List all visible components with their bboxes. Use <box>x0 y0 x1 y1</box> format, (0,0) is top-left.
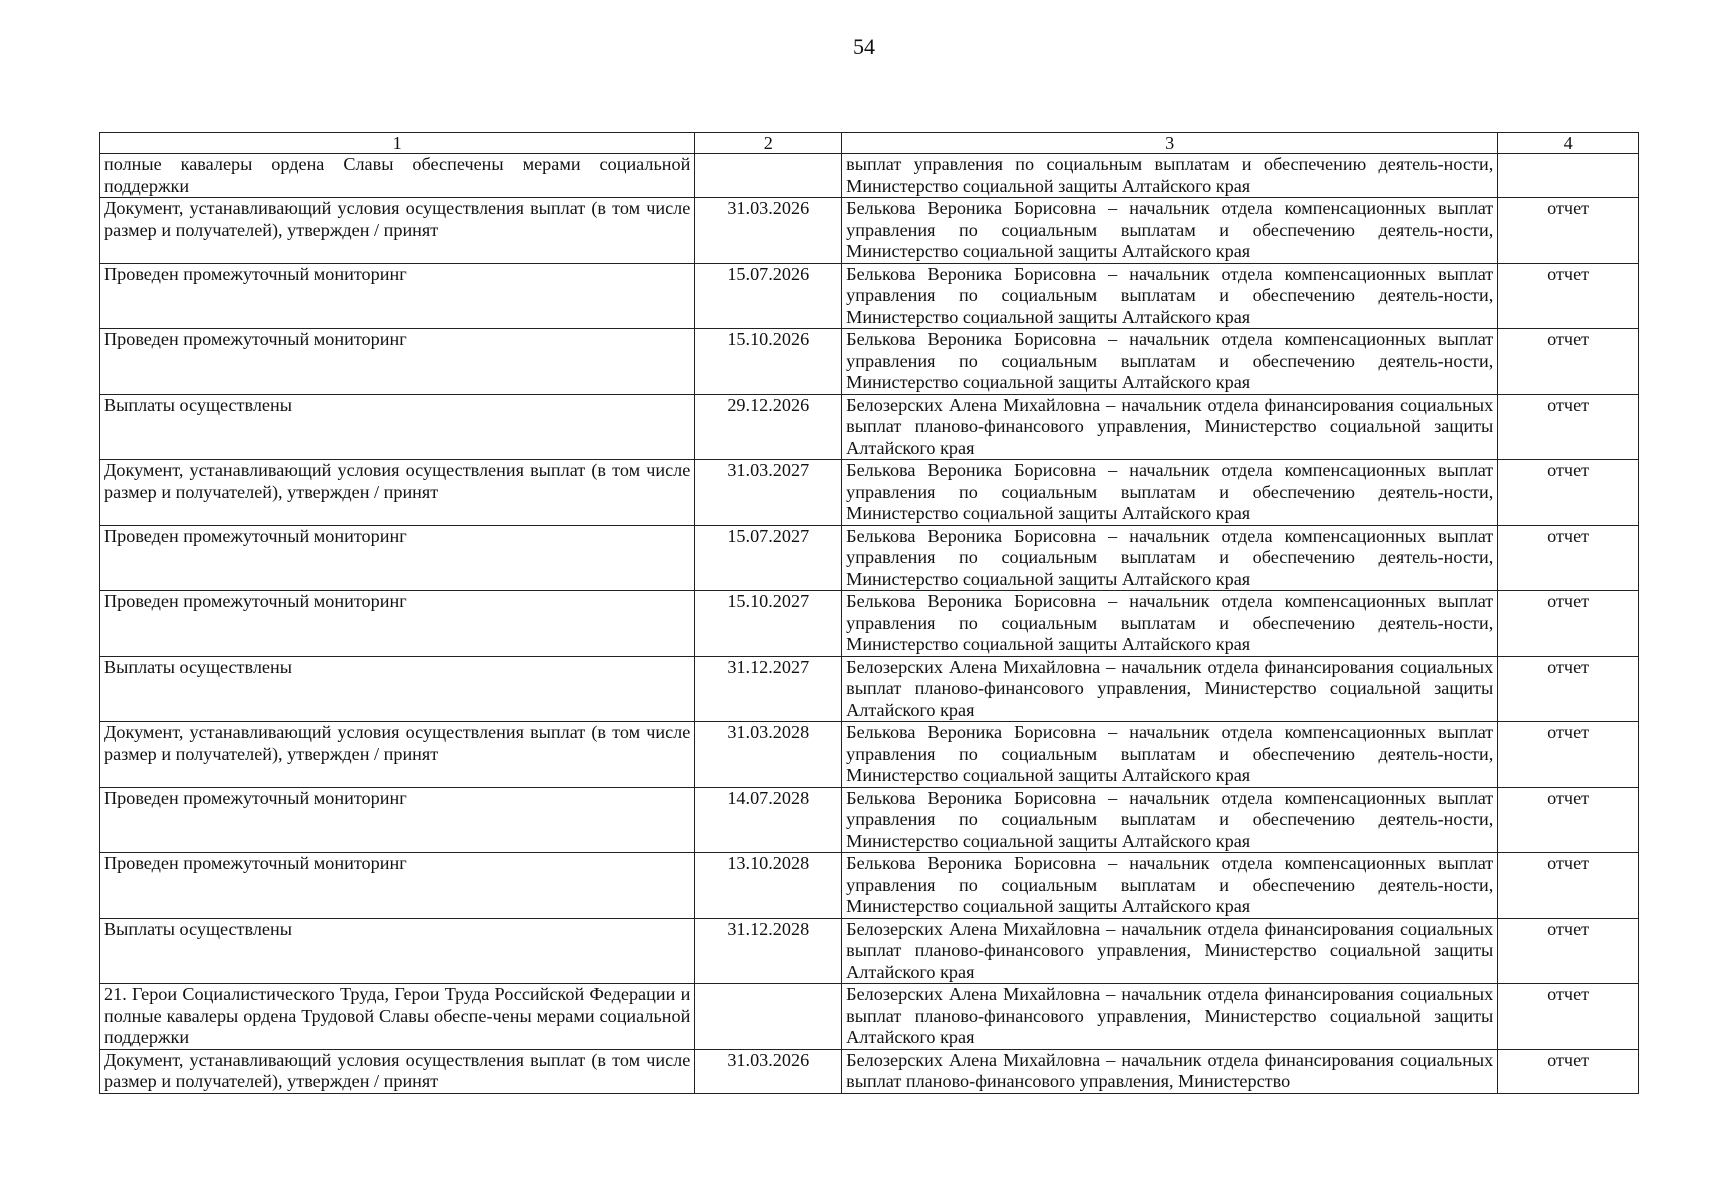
report-type-cell: отчет <box>1498 198 1639 264</box>
date-cell: 31.03.2026 <box>695 198 842 264</box>
responsible-cell: Белозерских Алена Михайловна – начальник отдела финансирования социальных выплат планово-финансового управления, Министерство <box>842 1049 1498 1093</box>
responsible-cell: Белькова Вероника Борисовна – начальник отдела компенсационных выплат управления по социальным выплатам и обеспечению деятель-ности, Министерство социальной защиты Алтайского края <box>842 198 1498 264</box>
table-row <box>100 722 1639 788</box>
date-cell: 15.10.2026 <box>695 329 842 395</box>
report-type-cell: отчет <box>1498 722 1639 788</box>
task-cell: Документ, устанавливающий условия осуществления выплат (в том числе размер и получателей), утвержден / принят <box>100 722 695 788</box>
responsible-cell: Белькова Вероника Борисовна – начальник отдела компенсационных выплат управления по социальным выплатам и обеспечению деятель-ности, Министерство социальной защиты Алтайского края <box>842 329 1498 395</box>
date-cell: 31.12.2028 <box>695 918 842 984</box>
task-cell: Документ, устанавливающий условия осуществления выплат (в том числе размер и получателей), утвержден / принят <box>100 198 695 264</box>
date-cell <box>695 154 842 198</box>
responsible-cell: Белькова Вероника Борисовна – начальник отдела компенсационных выплат управления по социальным выплатам и обеспечению деятель-ности, Министерство социальной защиты Алтайского края <box>842 263 1498 329</box>
table-row <box>100 918 1639 984</box>
report-type-cell: отчет <box>1498 394 1639 460</box>
task-cell: полные кавалеры ордена Славы обеспечены мерами социальной поддержки <box>100 154 695 198</box>
report-type-cell: отчет <box>1498 1049 1639 1093</box>
date-cell: 31.03.2028 <box>695 722 842 788</box>
date-cell <box>695 984 842 1050</box>
task-cell: Выплаты осуществлены <box>100 394 695 460</box>
responsible-cell: Белозерских Алена Михайловна – начальник отдела финансирования социальных выплат планово-финансового управления, Министерство социальной защиты Алтайского края <box>842 656 1498 722</box>
page-number: 54 <box>853 34 875 59</box>
document-table <box>99 132 1639 1094</box>
responsible-cell: Белькова Вероника Борисовна – начальник отдела компенсационных выплат управления по социальным выплатам и обеспечению деятель-ности, Министерство социальной защиты Алтайского края <box>842 853 1498 919</box>
task-cell: Проведен промежуточный мониторинг <box>100 263 695 329</box>
table-row <box>100 329 1639 395</box>
task-cell: Проведен промежуточный мониторинг <box>100 853 695 919</box>
report-type-cell: отчет <box>1498 329 1639 395</box>
responsible-cell: Белькова Вероника Борисовна – начальник отдела компенсационных выплат управления по социальным выплатам и обеспечению деятель-ности, Министерство социальной защиты Алтайского края <box>842 525 1498 591</box>
task-cell: Проведен промежуточный мониторинг <box>100 787 695 853</box>
task-cell: Проведен промежуточный мониторинг <box>100 329 695 395</box>
table-row <box>100 984 1639 1050</box>
table-row <box>100 525 1639 591</box>
task-cell: Проведен промежуточный мониторинг <box>100 525 695 591</box>
responsible-cell: Белькова Вероника Борисовна – начальник отдела компенсационных выплат управления по социальным выплатам и обеспечению деятель-ности, Министерство социальной защиты Алтайского края <box>842 591 1498 657</box>
task-cell: 21. Герои Социалистического Труда, Герои Труда Российской Федерации и полные кавалеры ордена Трудовой Славы обеспе-чены мерами социальной поддержки <box>100 984 695 1050</box>
responsible-cell: Белькова Вероника Борисовна – начальник отдела компенсационных выплат управления по социальным выплатам и обеспечению деятель-ности, Министерство социальной защиты Алтайского края <box>842 787 1498 853</box>
table-row <box>100 154 1639 198</box>
task-cell: Документ, устанавливающий условия осуществления выплат (в том числе размер и получателей), утвержден / принят <box>100 460 695 526</box>
date-cell: 31.12.2027 <box>695 656 842 722</box>
date-cell: 13.10.2028 <box>695 853 842 919</box>
table-row <box>100 460 1639 526</box>
column-header-3: 3 <box>842 133 1498 154</box>
date-cell: 15.07.2027 <box>695 525 842 591</box>
report-type-cell: отчет <box>1498 460 1639 526</box>
responsible-cell: Белозерских Алена Михайловна – начальник отдела финансирования социальных выплат планово-финансового управления, Министерство социальной защиты Алтайского края <box>842 918 1498 984</box>
report-type-cell: отчет <box>1498 787 1639 853</box>
report-type-cell: отчет <box>1498 525 1639 591</box>
task-cell: Документ, устанавливающий условия осуществления выплат (в том числе размер и получателей), утвержден / принят <box>100 1049 695 1093</box>
table-row <box>100 787 1639 853</box>
report-type-cell: отчет <box>1498 656 1639 722</box>
table-row <box>100 198 1639 264</box>
responsible-cell: Белькова Вероника Борисовна – начальник отдела компенсационных выплат управления по социальным выплатам и обеспечению деятель-ности, Министерство социальной защиты Алтайского края <box>842 722 1498 788</box>
report-type-cell: отчет <box>1498 263 1639 329</box>
task-cell: Выплаты осуществлены <box>100 656 695 722</box>
report-type-cell: отчет <box>1498 918 1639 984</box>
table-row <box>100 1049 1639 1093</box>
date-cell: 15.07.2026 <box>695 263 842 329</box>
table-body <box>100 154 1639 1094</box>
table-row <box>100 394 1639 460</box>
table-row <box>100 263 1639 329</box>
responsible-cell: Белозерских Алена Михайловна – начальник отдела финансирования социальных выплат планово-финансового управления, Министерство социальной защиты Алтайского края <box>842 394 1498 460</box>
responsible-cell: Белькова Вероника Борисовна – начальник отдела компенсационных выплат управления по социальным выплатам и обеспечению деятель-ности, Министерство социальной защиты Алтайского края <box>842 460 1498 526</box>
responsible-cell: Белозерских Алена Михайловна – начальник отдела финансирования социальных выплат планово-финансового управления, Министерство социальной защиты Алтайского края <box>842 984 1498 1050</box>
column-header-1: 1 <box>100 133 695 154</box>
table-row <box>100 591 1639 657</box>
task-cell: Проведен промежуточный мониторинг <box>100 591 695 657</box>
date-cell: 14.07.2028 <box>695 787 842 853</box>
report-type-cell: отчет <box>1498 853 1639 919</box>
report-type-cell <box>1498 154 1639 198</box>
table-row <box>100 656 1639 722</box>
column-header-4: 4 <box>1498 133 1639 154</box>
date-cell: 29.12.2026 <box>695 394 842 460</box>
column-header-2: 2 <box>695 133 842 154</box>
table-row <box>100 853 1639 919</box>
report-type-cell: отчет <box>1498 591 1639 657</box>
responsible-cell: выплат управления по социальным выплатам и обеспечению деятель-ности, Министерство социальной защиты Алтайского края <box>842 154 1498 198</box>
date-cell: 31.03.2026 <box>695 1049 842 1093</box>
date-cell: 15.10.2027 <box>695 591 842 657</box>
table-header-row <box>100 133 1639 154</box>
task-cell: Выплаты осуществлены <box>100 918 695 984</box>
date-cell: 31.03.2027 <box>695 460 842 526</box>
report-type-cell: отчет <box>1498 984 1639 1050</box>
